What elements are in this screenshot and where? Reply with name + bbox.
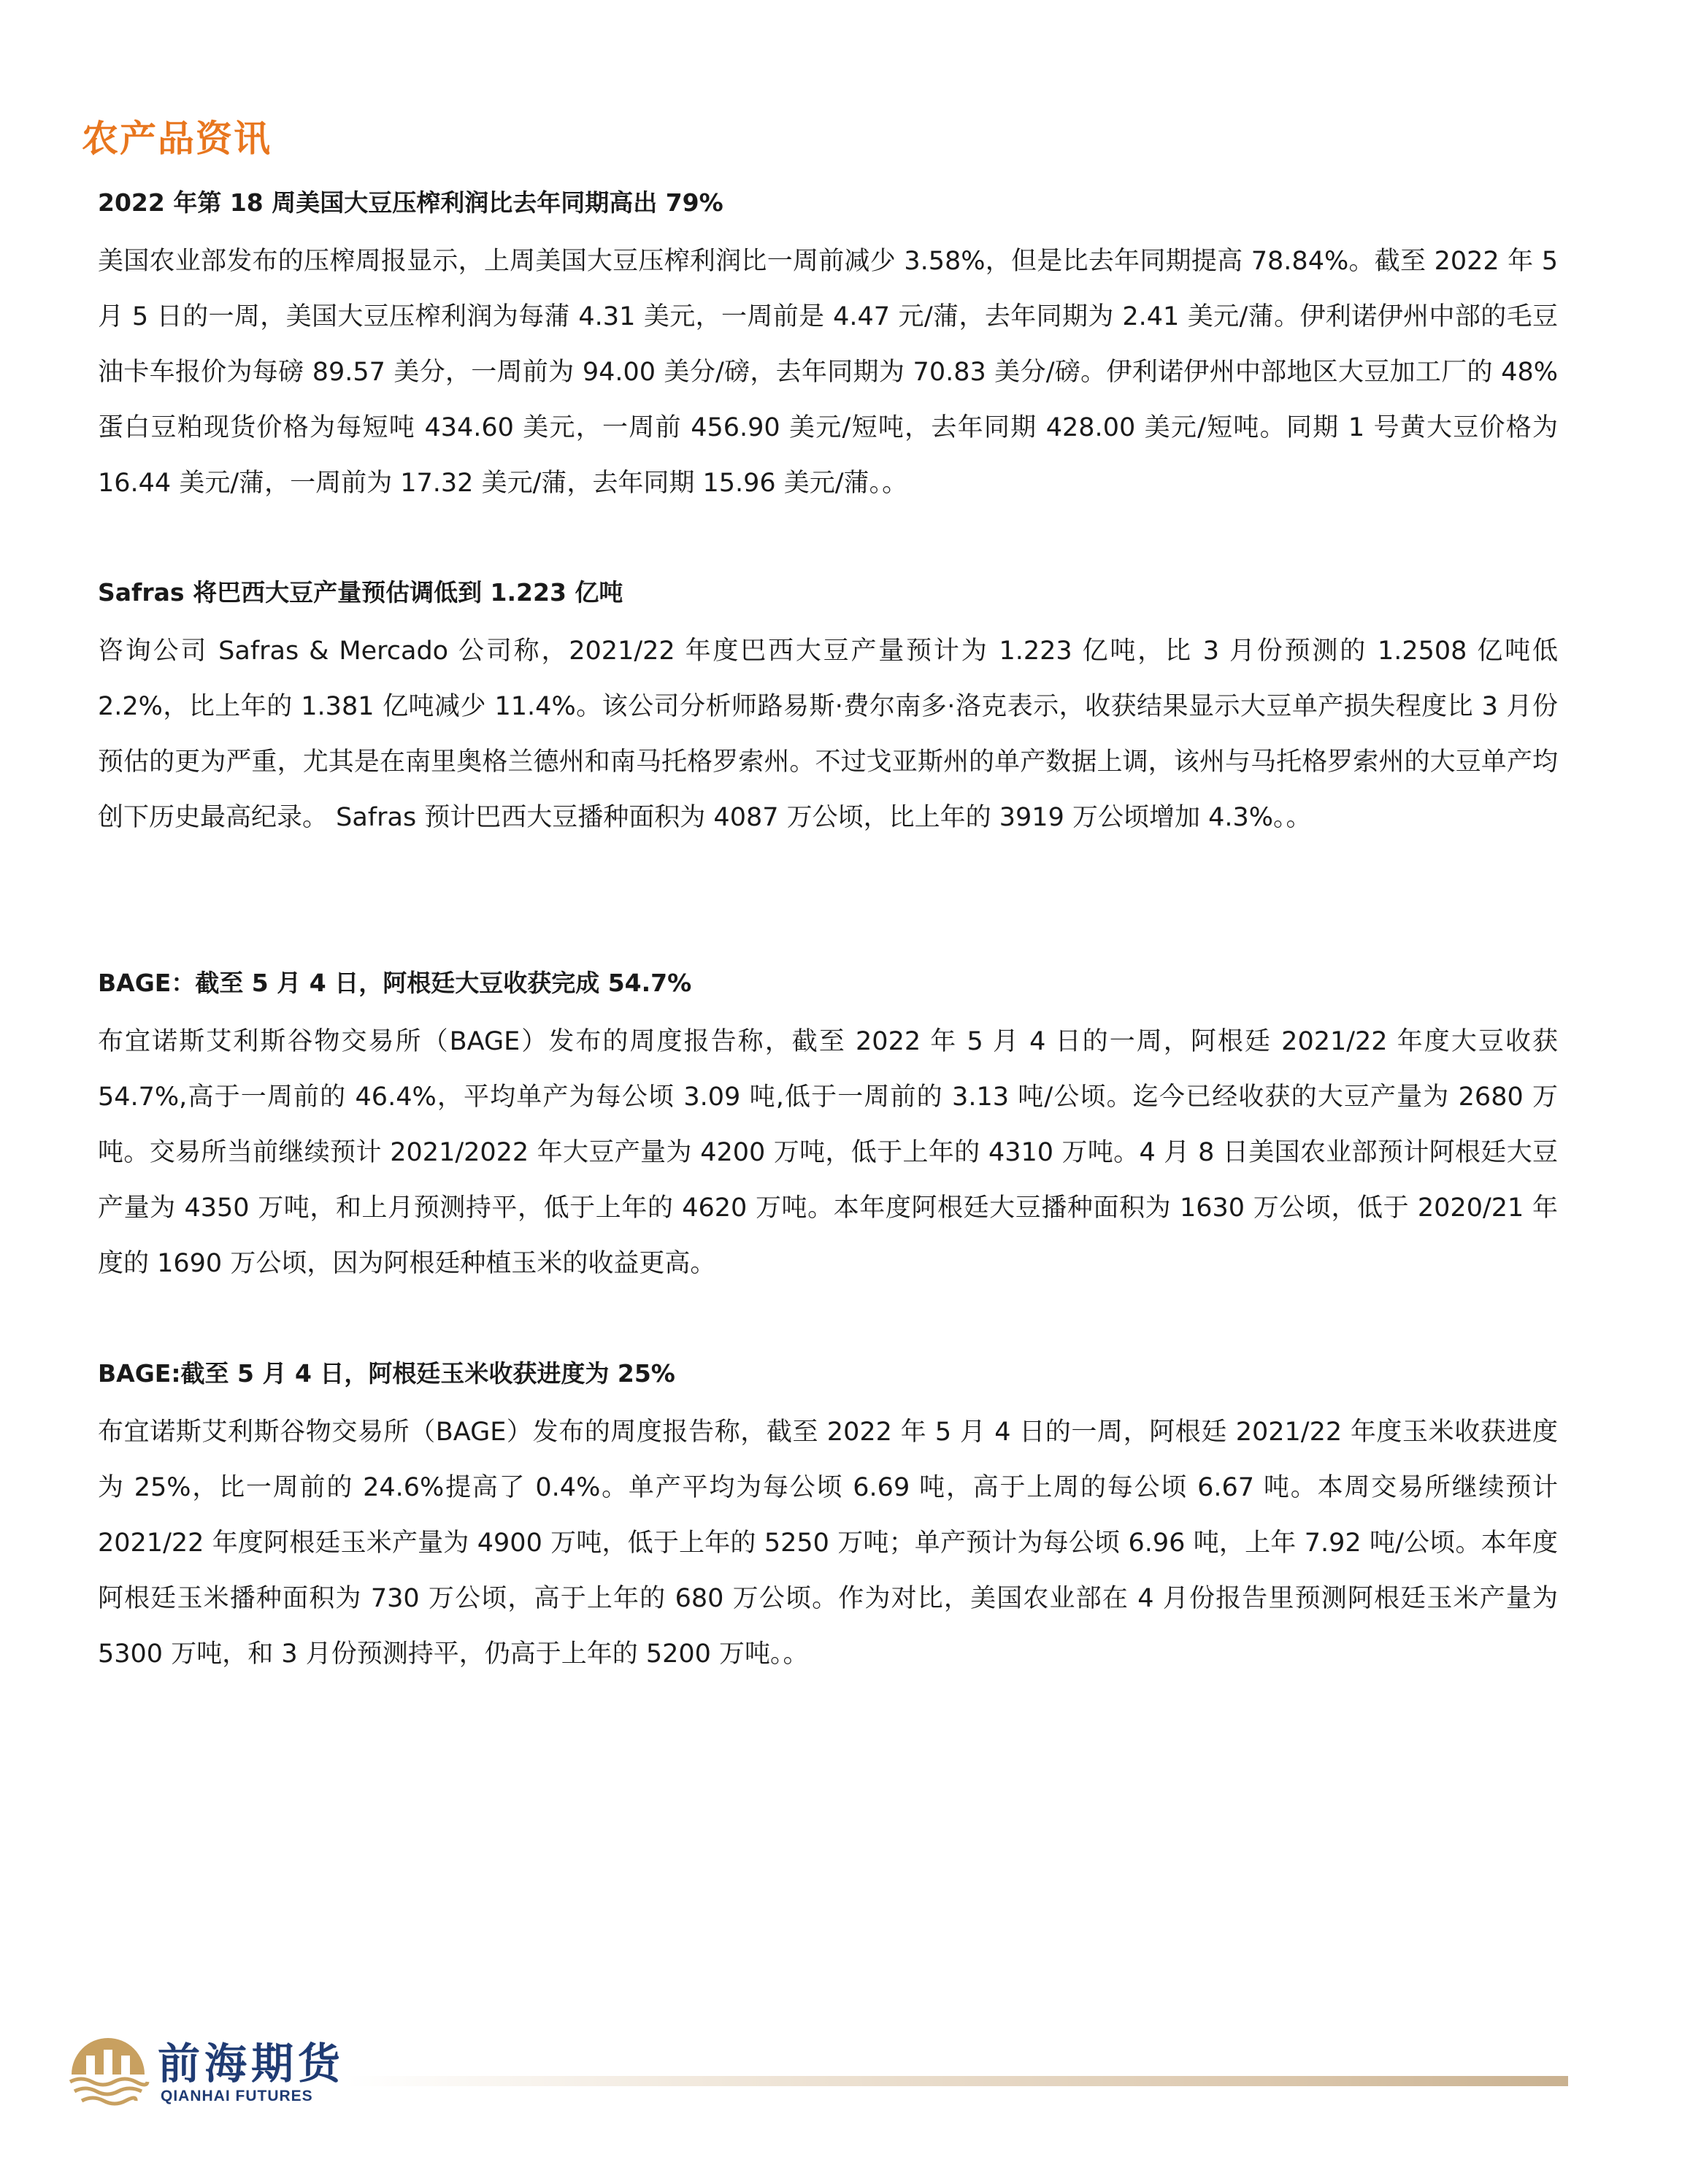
news-article xyxy=(98,187,1558,511)
article-title: BAGE:截至 5 月 4 日，阿根廷玉米收获进度为 25% xyxy=(98,1359,675,1388)
company-logo-icon xyxy=(64,2031,152,2111)
company-name-en: QIANHAI FUTURES xyxy=(161,2088,313,2104)
section-title: 农产品资讯 xyxy=(82,118,272,160)
article-body: 布宜诺斯艾利斯谷物交易所（BAGE）发布的周度报告称，截至 2022 年 5 月 4 日的一周，阿根廷 2021/22 年度玉米收获进度为 25%，比一周前的 24.6%提高了 0.4%。单产平均为每公顷 6.69 吨，高于上周的每公顷 6.67 吨。本周交易所继续预计 2021/22 年度阿根廷玉米产量为 4900 万吨，低于上年的 5250 万吨；单产预计为每公顷 6.96 吨，上年 7.92 吨/公顷。本年度阿根廷玉米播种面积为 730 万公顷，高于上年的 680 万公顷。作为对比，美国农业部在 4 月份报告里预测阿根廷玉米产量为 5300 万吨，和 3 月份预测持平，仍高于上年的 5200 万吨。。 xyxy=(98,1418,1558,1669)
article-title: 2022 年第 18 周美国大豆压榨利润比去年同期高出 79% xyxy=(98,188,723,217)
article-title: BAGE：截至 5 月 4 日，阿根廷大豆收获完成 54.7% xyxy=(98,969,692,997)
news-article xyxy=(98,1358,1558,1682)
footer-divider xyxy=(346,2076,1568,2086)
article-body: 美国农业部发布的压榨周报显示，上周美国大豆压榨利润比一周前减少 3.58%，但是比去年同期提高 78.84%。截至 2022 年 5 月 5 日的一周，美国大豆压榨利润为每蒲 4.31 美元，一周前是 4.47 元/蒲，去年同期为 2.41 美元/蒲。伊利诺伊州中部的毛豆油卡车报价为每磅 89.57 美分，一周前为 94.00 美分/磅，去年同期为 70.83 美分/磅。伊利诺伊州中部地区大豆加工厂的 48%蛋白豆粕现货价格为每短吨 434.60 美元，一周前 456.90 美元/短吨，去年同期 428.00 美元/短吨。同期 1 号黄大豆价格为 16.44 美元/蒲，一周前为 17.32 美元/蒲，去年同期 15.96 美元/蒲。。 xyxy=(98,247,1558,498)
article-body: 布宜诺斯艾利斯谷物交易所（BAGE）发布的周度报告称，截至 2022 年 5 月 4 日的一周，阿根廷 2021/22 年度大豆收获 54.7%,高于一周前的 46.4%，平均单产为每公顷 3.09 吨,低于一周前的 3.13 吨/公顷。迄今已经收获的大豆产量为 2680 万吨。交易所当前继续预计 2021/2022 年大豆产量为 4200 万吨，低于上年的 4310 万吨。4 月 8 日美国农业部预计阿根廷大豆产量为 4350 万吨，和上月预测持平，低于上年的 4620 万吨。本年度阿根廷大豆播种面积为 1630 万公顷，低于 2020/21 年度的 1690 万公顷，因为阿根廷种植玉米的收益更高。 xyxy=(98,1027,1558,1278)
news-article xyxy=(98,577,1558,845)
news-article xyxy=(98,967,1558,1291)
company-name-cn: 前海期货 xyxy=(158,2039,345,2088)
page-footer xyxy=(64,2028,1568,2123)
article-body: 咨询公司 Safras & Mercado 公司称，2021/22 年度巴西大豆产量预计为 1.223 亿吨，比 3 月份预测的 1.2508 亿吨低 2.2%，比上年的 1.381 亿吨减少 11.4%。该公司分析师路易斯·费尔南多·洛克表示，收获结果显示大豆单产损失程度比 3 月份预估的更为严重，尤其是在南里奥格兰德州和南马托格罗索州。不过戈亚斯州的单产数据上调，该州与马托格罗索州的大豆单产均创下历史最高纪录。 Safras 预计巴西大豆播种面积为 4087 万公顷，比上年的 3919 万公顷增加 4.3%。。 xyxy=(98,637,1558,832)
article-title: Safras 将巴西大豆产量预估调低到 1.223 亿吨 xyxy=(98,578,623,607)
